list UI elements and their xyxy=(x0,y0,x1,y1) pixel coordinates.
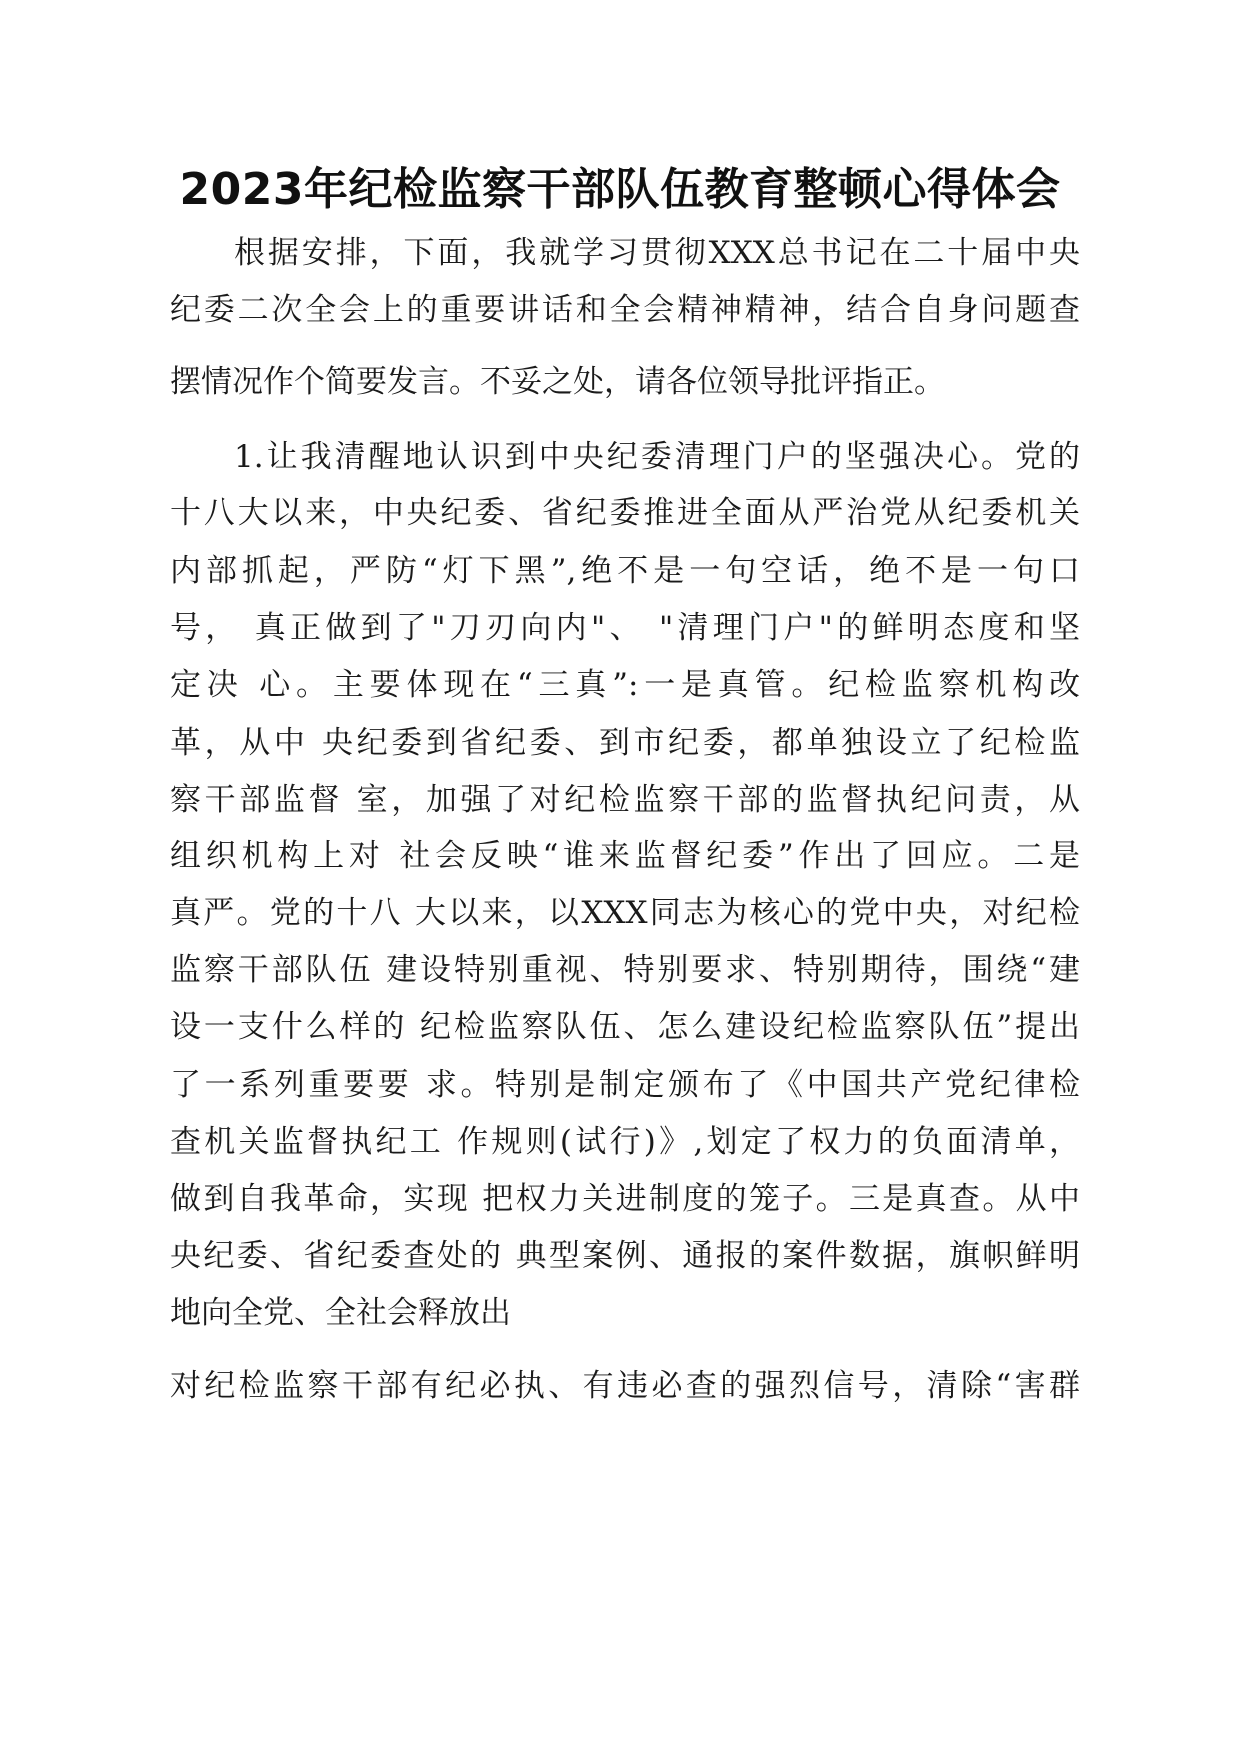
section1-line: 组织机构上对 社会反映“谁来监督纪委”作出了回应。二是 xyxy=(170,838,1080,874)
section1-line: 1.让我清醒地认识到中央纪委清理门户的坚强决心。党的 xyxy=(234,439,1080,475)
section1-line: 监察干部队伍 建设特别重视、特别要求、特别期待，围绕“建 xyxy=(170,952,1080,988)
intro-line: 摆情况作个简要发言。不妥之处，请各位领导批评指正。 xyxy=(170,364,945,400)
section1-line: 真严。党的十八 大以来，以XXX同志为核心的党中央，对纪检 xyxy=(170,895,1080,931)
section1-line: 查机关监督执纪工 作规则(试行)》,划定了权力的负面清单， xyxy=(170,1124,1080,1160)
intro-line: 纪委二次全会上的重要讲话和全会精神精神，结合自身问题查 xyxy=(170,292,1080,328)
section1-line: 央纪委、省纪委查处的 典型案例、通报的案件数据，旗帜鲜明 xyxy=(170,1238,1080,1274)
document-title: 2023年纪检监察干部队伍教育整顿心得体会 xyxy=(179,164,1061,215)
section1-line: 定决 心。主要体现在“三真”:一是真管。纪检监察机构改 xyxy=(170,667,1080,703)
section1-line: 号， 真正做到了"刀刃向内"、 "清理门户"的鲜明态度和坚 xyxy=(170,610,1080,646)
section1-line: 了一系列重要要 求。特别是制定颁布了《中国共产党纪律检 xyxy=(170,1067,1080,1103)
section1-line: 十八大以来，中央纪委、省纪委推进全面从严治党从纪委机关 xyxy=(170,495,1080,531)
section1-line: 察干部监督 室，加强了对纪检监察干部的监督执纪问责，从 xyxy=(170,782,1080,818)
section1-line: 地向全党、全社会释放出 xyxy=(170,1295,511,1331)
section1-line: 设一支什么样的 纪检监察队伍、怎么建设纪检监察队伍”提出 xyxy=(170,1009,1080,1045)
intro-line: 根据安排，下面，我就学习贯彻XXX总书记在二十届中央 xyxy=(234,235,1080,271)
continuation-line: 对纪检监察干部有纪必执、有违必查的强烈信号，清除“害群 xyxy=(170,1368,1080,1404)
section1-line: 内部抓起，严防“灯下黑”,绝不是一句空话，绝不是一句口 xyxy=(170,553,1080,589)
section1-line: 革，从中 央纪委到省纪委、到市纪委，都单独设立了纪检监 xyxy=(170,725,1080,761)
section1-line: 做到自我革命，实现 把权力关进制度的笼子。三是真查。从中 xyxy=(170,1181,1080,1217)
